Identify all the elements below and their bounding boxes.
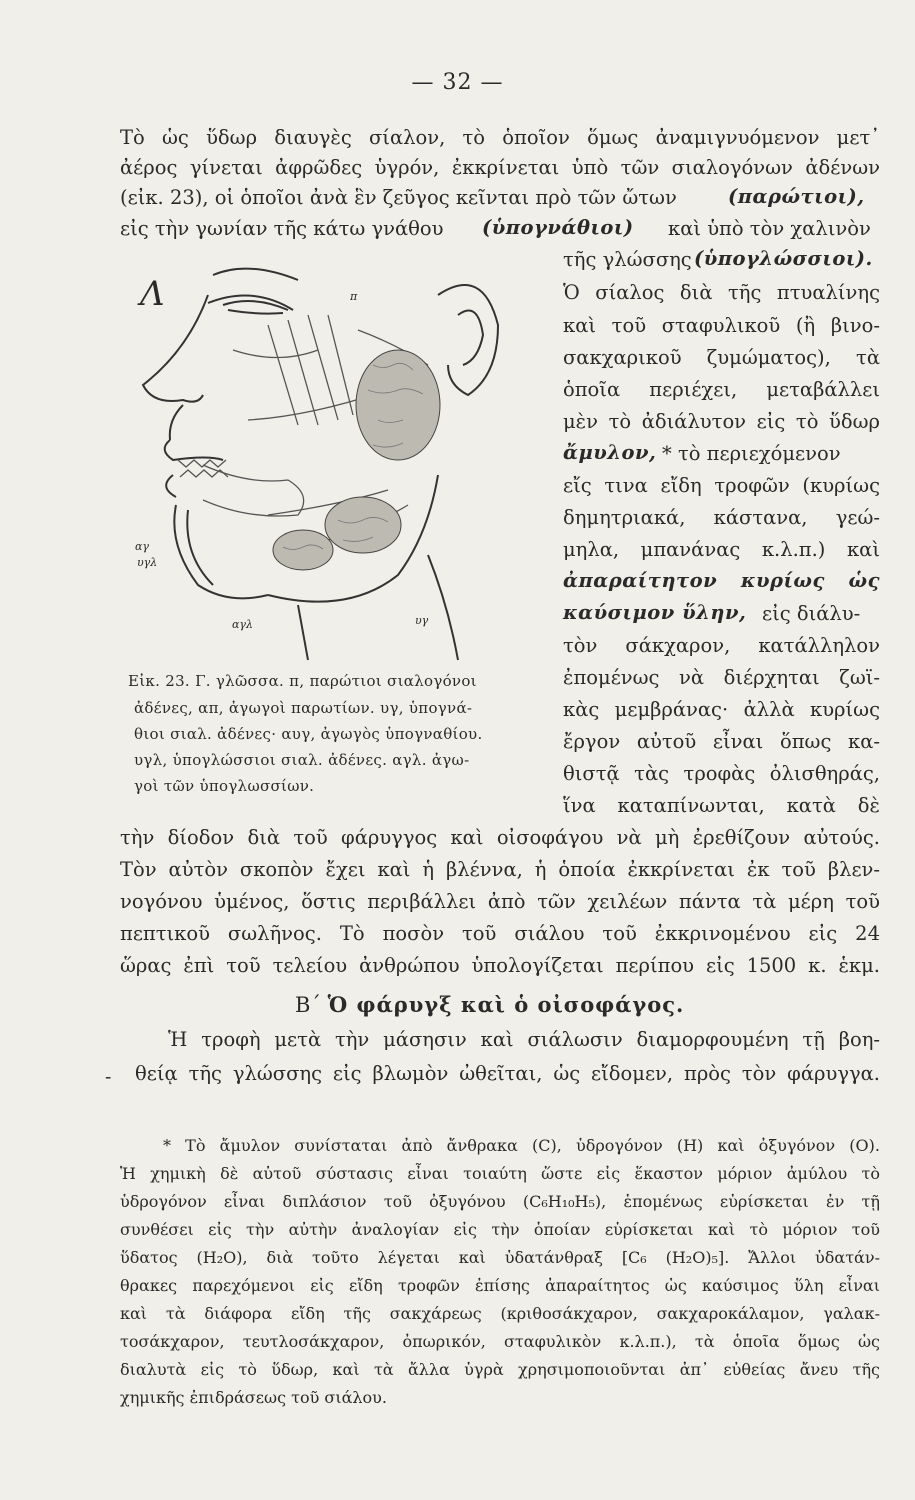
footnote-line: χημικῆς ἐπιδράσεως τοῦ σιάλου. <box>120 1388 387 1407</box>
text-line: πεπτικοῦ σωλῆνος. Τὸ ποσὸν τοῦ σιάλου τοῦ ἐκκρινομένου εἰς 24 <box>120 922 880 945</box>
text-line: τὸν σάκχαρον, κατάλληλον <box>563 634 880 657</box>
text-line: νογόνου ὑμένος, ὅστις περιβάλλει ἀπὸ τῶν χειλέων πάντα τὰ μέρη τοῦ <box>120 890 880 913</box>
text-line: δημητριακά, κάστανα, γεώ- <box>563 506 880 529</box>
text-line: * τὸ περιεχόμενον <box>662 442 841 465</box>
text-line: θιστᾷ τὰς τροφὰς ὀλισθηράς, <box>563 762 880 785</box>
text-line: Τὸ ὡς ὕδωρ διαυγὲς σίαλον, τὸ ὁποῖον ὅμως ἀναμιγνυόμενον μετ᾽ <box>120 126 880 149</box>
footnote-line: τοσάκχαρον, τευτλοσάκχαρον, ὀπωρικόν, σταφυλικὸν κ.λ.π.), τὰ ὁποῖα ὅμως ὡς <box>120 1332 880 1351</box>
figure-letter: Λ <box>140 274 165 314</box>
text-line: μὲν τὸ ἀδιάλυτον εἰς τὸ ὕδωρ <box>563 410 880 433</box>
footnote-line: Ἡ χημικὴ δὲ αὐτοῦ σύστασις εἶναι τοιαύτη ὥστε εἰς ἕκαστον μόριον ἀμύλου τὸ <box>120 1164 880 1183</box>
footnote-line: συνθέσει εἰς τὴν αὐτὴν ἀναλογίαν εἰς τὴν ὁποίαν εὑρίσκεται καὶ τὸ μόριον τοῦ <box>120 1220 880 1239</box>
term-submandibular: (ὑπογνάθιοι) <box>482 216 634 239</box>
footnote-line: θρακες παρεχόμενοι εἰς εἴδη τροφῶν ἐπίσης ἀπαραίτητος ὡς καύσιμος ὕλη εἶναι <box>120 1276 880 1295</box>
text-line: εἴς τινα εἴδη τροφῶν (κυρίως <box>563 474 880 497</box>
footnote-line: * Τὸ ἄμυλον συνίσταται ἀπὸ ἄνθρακα (C), ὑδρογόνον (Η) καὶ ὀξυγόνον (Ο). <box>163 1136 880 1155</box>
figure-mark: υγλ <box>137 556 158 569</box>
figure-caption: θιοι σιαλ. ἀδένες· αυγ, ἀγωγὸς ὑπογναθίου. <box>134 725 483 743</box>
figure-mark: υγ <box>415 614 429 627</box>
page-number: — 32 — <box>411 70 504 95</box>
text-line: ἀέρος γίνεται ἀφρῶδες ὑγρόν, ἐκκρίνεται ὑπὸ τῶν σιαλογόνων ἀδένων <box>120 156 880 179</box>
figure-caption: Εἰκ. 23. Γ. γλῶσσα. π, παρώτιοι σιαλογόνοι <box>128 672 477 690</box>
footnote-line: διαλυτὰ εἰς τὸ ὕδωρ, καὶ τὰ ἄλλα ὑγρὰ χρησιμοποιοῦνται ἀπ᾽ εὐθείας ἄνευ τῆς <box>120 1360 880 1379</box>
footnote-line: καὶ τὰ διάφορα εἴδη τῆς σακχάρεως (κριθοσάκχαρον, σακχαροκάλαμον, γαλακ- <box>120 1304 880 1323</box>
text-line: Τὸν αὐτὸν σκοπὸν ἔχει καὶ ἡ βλέννα, ἡ ὁποία ἐκκρίνεται ἐκ τοῦ βλεν- <box>120 858 880 881</box>
figure-mark: π <box>350 290 358 303</box>
term-parotid: (παρώτιοι), <box>728 185 865 208</box>
text-line: θείᾳ τῆς γλώσσης εἰς βλωμὸν ὠθεῖται, ὡς εἴδομεν, πρὸς τὸν φάρυγγα. <box>135 1062 880 1085</box>
text-line: ἐπομένως νὰ διέρχηται ζωϊ- <box>563 666 880 689</box>
term-starch: ἄμυλον, <box>563 441 657 464</box>
text-line: εἰς τὴν γωνίαν τῆς κάτω γνάθου <box>120 217 444 240</box>
term-essential: ἀπαραίτητον κυρίως ὡς <box>563 569 880 592</box>
text-line: Ὁ σίαλος διὰ τῆς πτυαλίνης <box>563 281 880 304</box>
term-fuel: καύσιμον ὕλην, <box>563 601 747 624</box>
figure-caption: γοὶ τῶν ὑπογλωσσίων. <box>134 777 315 795</box>
text-line: Ἡ τροφὴ μετὰ τὴν μάσησιν καὶ σιάλωσιν διαμορφουμένη τῇ βοη- <box>168 1028 880 1051</box>
text-line: ὥρας ἐπὶ τοῦ τελείου ἀνθρώπου ὑπολογίζεται περίπου εἰς 1500 κ. ἑκμ. <box>120 954 880 977</box>
footnote-line: ὕδατος (H₂O), διὰ τοῦτο λέγεται καὶ ὑδατάνθραξ [C₆ (H₂O)₅]. Ἄλλοι ὑδατάν- <box>120 1248 880 1267</box>
text-line: ὁποῖα περιέχει, μεταβάλλει <box>563 378 880 401</box>
section-heading <box>295 992 684 1017</box>
text-line: εἰς διάλυ- <box>762 602 861 625</box>
footnote-line: ὑδρογόνον εἶναι διπλάσιον τοῦ ὀξυγόνου (C₆H₁₀H₅), ἑπομένως εὑρίσκεται ἐν τῇ <box>120 1192 880 1211</box>
section-number: Β΄ <box>295 993 321 1017</box>
text-line: τῆς γλώσσης <box>563 248 692 271</box>
text-line: κὰς μεμβράνας· ἀλλὰ κυρίως <box>563 698 880 721</box>
text-line: καὶ τοῦ σταφυλικοῦ (ἢ βινο- <box>563 314 880 337</box>
salivary-glands-illustration <box>128 255 548 665</box>
figure-caption: ἀδένες, απ, ἀγωγοὶ παρωτίων. υγ, ὑπογνά- <box>134 699 473 717</box>
figure-mark: αγλ <box>232 618 253 631</box>
term-sublingual: (ὑπογλώσσιοι). <box>694 247 873 270</box>
text-line: καὶ ὑπὸ τὸν χαλινὸν <box>668 217 871 240</box>
figure-mark: αγ <box>135 540 150 553</box>
text-line: ἔργον αὐτοῦ εἶναι ὅπως κα- <box>563 730 880 753</box>
text-line: τὴν δίοδον διὰ τοῦ φάρυγγος καὶ οἰσοφάγου νὰ μὴ ἐρεθίζουν αὐτούς. <box>120 826 880 849</box>
section-title: Ὁ φάρυγξ καὶ ὁ οἰσοφάγος. <box>327 992 685 1017</box>
text-line: ἵνα καταπίνωνται, κατὰ δὲ <box>563 794 880 817</box>
margin-dash: - <box>105 1066 112 1088</box>
text-line: σακχαρικοῦ ζυμώματος), τὰ <box>563 346 880 369</box>
text-line: (εἰκ. 23), οἱ ὁποῖοι ἀνὰ ἓν ζεῦγος κεῖνται πρὸ τῶν ὤτων <box>120 186 677 209</box>
text-line: μηλα, μπανάνας κ.λ.π.) καὶ <box>563 538 880 561</box>
figure-caption: υγλ, ὑπογλώσσιοι σιαλ. ἀδένες. αγλ. ἀγω- <box>134 751 470 769</box>
